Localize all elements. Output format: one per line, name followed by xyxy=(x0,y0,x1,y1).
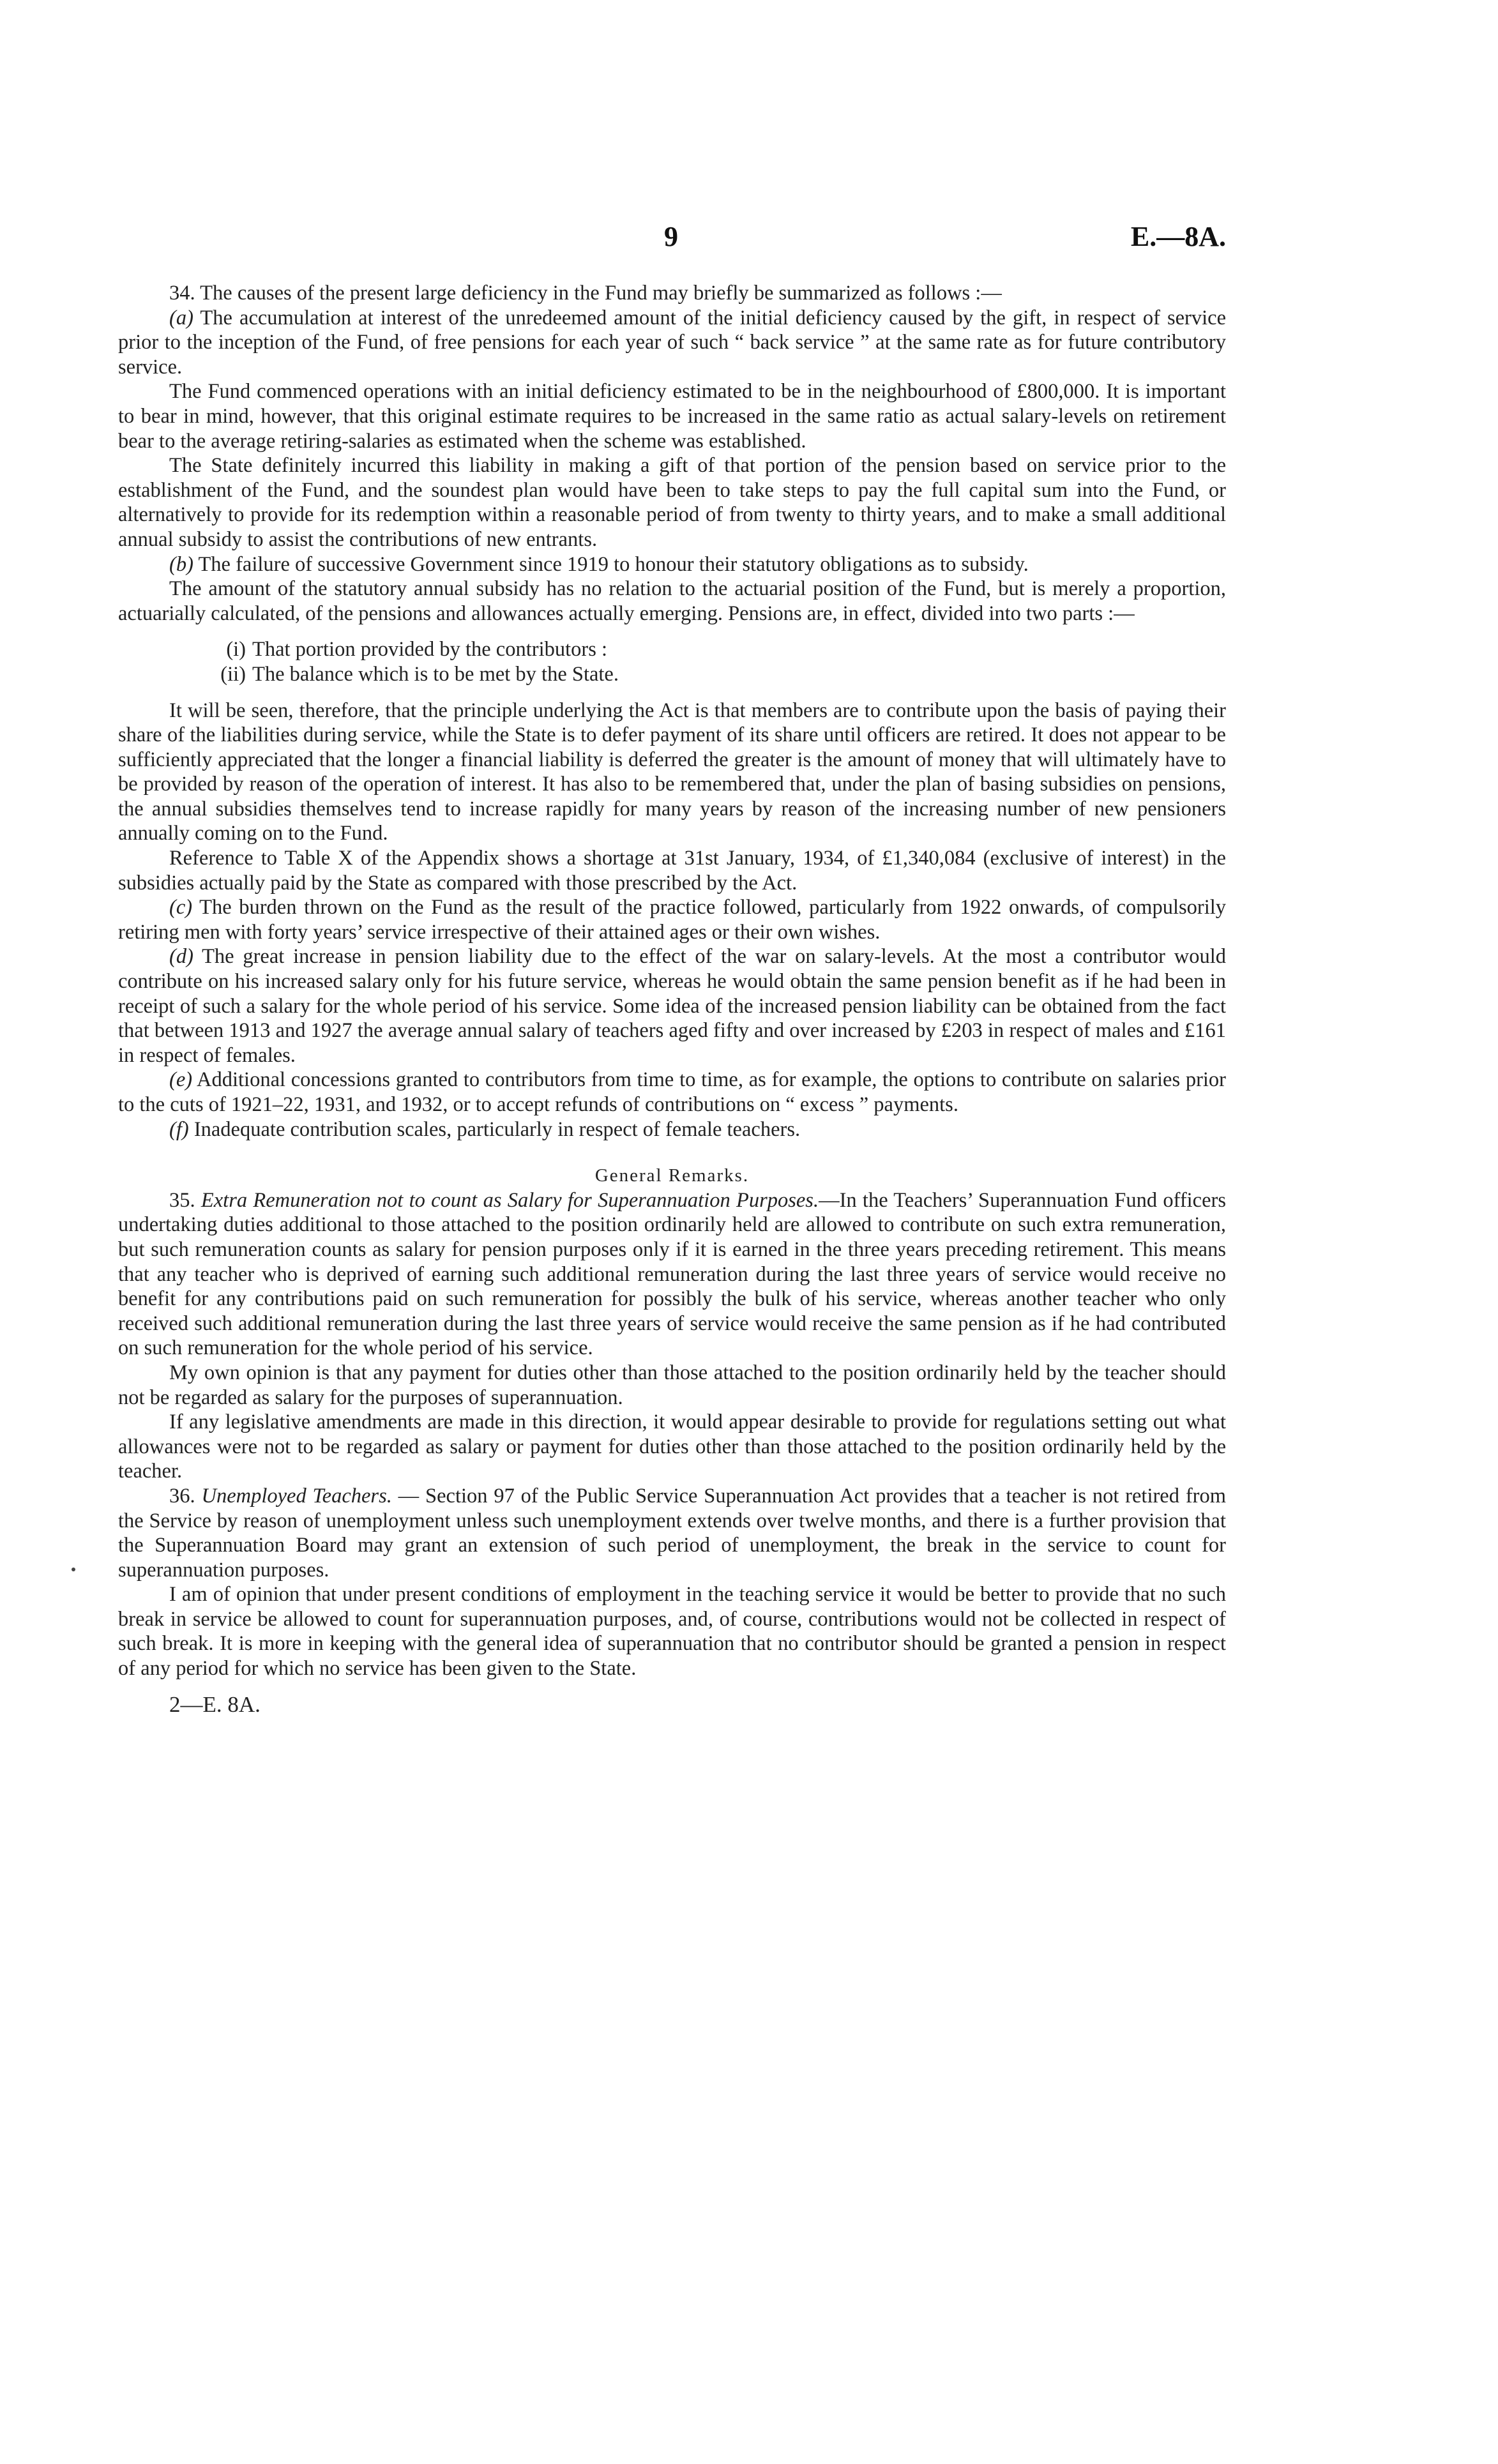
list-item-text: That portion provided by the contributors : xyxy=(252,638,608,661)
list-item-number: (i) xyxy=(226,638,246,661)
cause-b-paragraph-4: Reference to Table X of the Appendix shows a shortage at 31st January, 1934, of £1,340,084 (exclusive of interest) in the subsidies actually paid by the State as compared with those prescribed by the Act. xyxy=(118,847,1226,895)
cause-a-text: The accumulation at interest of the unredeemed amount of the initial deficiency caused by the gift, in respect of service prior to the inception of the Fund, of free pensions for each year of such “ back service ” at the same rate as for future contributory service. xyxy=(118,306,1226,379)
cause-d-text: The great increase in pension liability due to the effect of the war on salary-levels. At the most a contributor would contribute on his increased salary only for his future service, whereas he would obtain the same pension benefit as if he had been in receipt of such a salary for the whole period of his service. Some idea of the increased pension liability can be obtained from the fact that between 1913 and 1927 the average annual salary of teachers aged fifty and over increased by £203 in respect of males and £161 in respect of females. xyxy=(118,945,1226,1067)
cause-b-paragraph-3: It will be seen, therefore, that the principle underlying the Act is that members are to contribute upon the basis of paying their share of the liabilities during service, while the State is to defer payment of its share until officers are retired. It does not appear to be sufficiently appreciated that the longer a financial liability is deferred the greater is the amount of money that will ultimately have to be provided by reason of the operation of interest. It has also to be remembered that, under the plan of basing subsidies on pensions, the annual subsidies themselves tend to increase rapidly for many years by reason of the increasing number of new pensioners annually coming on to the Fund. xyxy=(118,699,1226,845)
section-35-title: Extra Remuneration not to count as Salary for Superannuation Purposes. xyxy=(200,1188,819,1212)
section-36-paragraph-2: I am of opinion that under present conditions of employment in the teaching service it would be better to provide that no such break in service be allowed to count for superannuation purposes, and, of course, contributions would not be collected in respect of such break. It is more in keeping with the general idea of superannuation that no contributor should be granted a pension in respect of any period for which no service has been given to the State. xyxy=(118,1583,1226,1681)
list-item-text: The balance which is to be met by the State. xyxy=(252,662,619,686)
cause-a-label: (a) xyxy=(169,306,193,329)
cause-e-label: (e) xyxy=(169,1068,193,1092)
cause-b-paragraph xyxy=(118,552,1226,577)
section-35-paragraph xyxy=(118,1188,1226,1361)
cause-b-label: (b) xyxy=(169,552,193,576)
section-36-paragraph xyxy=(118,1484,1226,1582)
cause-e-paragraph xyxy=(118,1068,1226,1117)
margin-dot xyxy=(72,1568,75,1571)
cause-d-paragraph xyxy=(118,944,1226,1068)
cause-a-paragraph-2: The Fund commenced operations with an initial deficiency estimated to be in the neighbourhood of £800,000. It is important to bear in mind, however, that this original estimate requires to be increased in the same ratio as actual salary-levels on retirement bear to the average retiring-salaries as estimated when the scheme was established. xyxy=(118,380,1226,453)
list-item-number: (ii) xyxy=(220,662,246,686)
section-heading-general-remarks: General Remarks. xyxy=(594,1165,750,1186)
section-35-number: 35. xyxy=(169,1188,201,1212)
section-36-text: — Section 97 of the Public Service Superannuation Act provides that a teacher is not retired from the Service by reason of unemployment unless such unemployment extends over twelve months, and there is a further provision that the Superannuation Board may grant an extension of such period of unemployment, the break in the service to count for superannuation purposes. xyxy=(118,1484,1226,1582)
section-35-text: —In the Teachers’ Superannuation Fund officers undertaking duties additional to those attached to the position ordinarily held are allowed to contribute on such extra remuneration, but such remuneration counts as salary for pension purposes only if it is earned in the three years preceding retirement. This means that any teacher who is deprived of earning such additional remuneration during the last three years of service would receive no benefit for any contributions paid on such remuneration for possibly the bulk of his service, whereas another teacher who only received such additional remuneration during the last three years of service would receive the same pension as if he had contributed on such remuneration for the whole period of his service. xyxy=(118,1188,1226,1360)
document-body xyxy=(118,281,1226,1717)
cause-a-paragraph-3: The State definitely incurred this liability in making a gift of that portion of the pension based on service prior to the establishment of the Fund, and the soundest plan would have been to take steps to pay the full capital sum into the Fund, or alternatively to provide for its redemption within a reasonable period of from twenty to thirty years, and to make a small additional annual subsidy to assist the contributions of new entrants. xyxy=(118,454,1226,551)
cause-b-text: The failure of successive Government since 1919 to honour their statutory obligations as to subsidy. xyxy=(193,552,1029,576)
cause-c-text: The burden thrown on the Fund as the result of the practice followed, particularly from 1922 onwards, of compulsorily retiring men with forty years’ service irrespective of their attained ages or their own wishes. xyxy=(118,896,1226,944)
section-36-title: Unemployed Teachers. xyxy=(201,1484,392,1508)
section-36-number: 36. xyxy=(169,1484,202,1508)
page-number: 9 xyxy=(664,221,678,252)
page-header xyxy=(118,220,1226,259)
cause-c-paragraph xyxy=(118,895,1226,944)
cause-f-text: Inadequate contribution scales, particularly in respect of female teachers. xyxy=(188,1117,801,1141)
list-item-ii xyxy=(118,662,1226,687)
footer-code: 2—E. 8A. xyxy=(169,1691,261,1717)
cause-f-label: (f) xyxy=(169,1117,189,1141)
cause-b-paragraph-2: The amount of the statutory annual subsidy has no relation to the actuarial position of the Fund, but is merely a proportion, actuarially calculated, of the pensions and allowances actually emerging. Pensions are, in effect, divided into two parts :— xyxy=(118,577,1226,625)
document-reference-code: E.—8A. xyxy=(1130,221,1226,252)
cause-c-label: (c) xyxy=(169,896,193,919)
section-35-paragraph-3: If any legislative amendments are made in this direction, it would appear desirable to provide for regulations setting out what allowances were not to be regarded as salary or payment for duties other than those attached to the position ordinarily held by the teacher. xyxy=(118,1410,1226,1483)
cause-e-text: Additional concessions granted to contributors from time to time, as for example, the options to contribute on salaries prior to the cuts of 1921–22, 1931, and 1932, or to accept refunds of contributions on “ excess ” payments. xyxy=(118,1068,1226,1116)
list-item-i xyxy=(118,637,1226,662)
section-35-paragraph-2: My own opinion is that any payment for duties other than those attached to the position ordinarily held by the teacher should not be regarded as salary for the purposes of superannuation. xyxy=(118,1361,1226,1409)
section-34-intro: 34. The causes of the present large deficiency in the Fund may briefly be summarized as follows :— xyxy=(169,282,1002,305)
cause-d-label: (d) xyxy=(169,945,193,969)
cause-f-paragraph xyxy=(118,1117,1226,1142)
cause-a-paragraph xyxy=(118,306,1226,380)
